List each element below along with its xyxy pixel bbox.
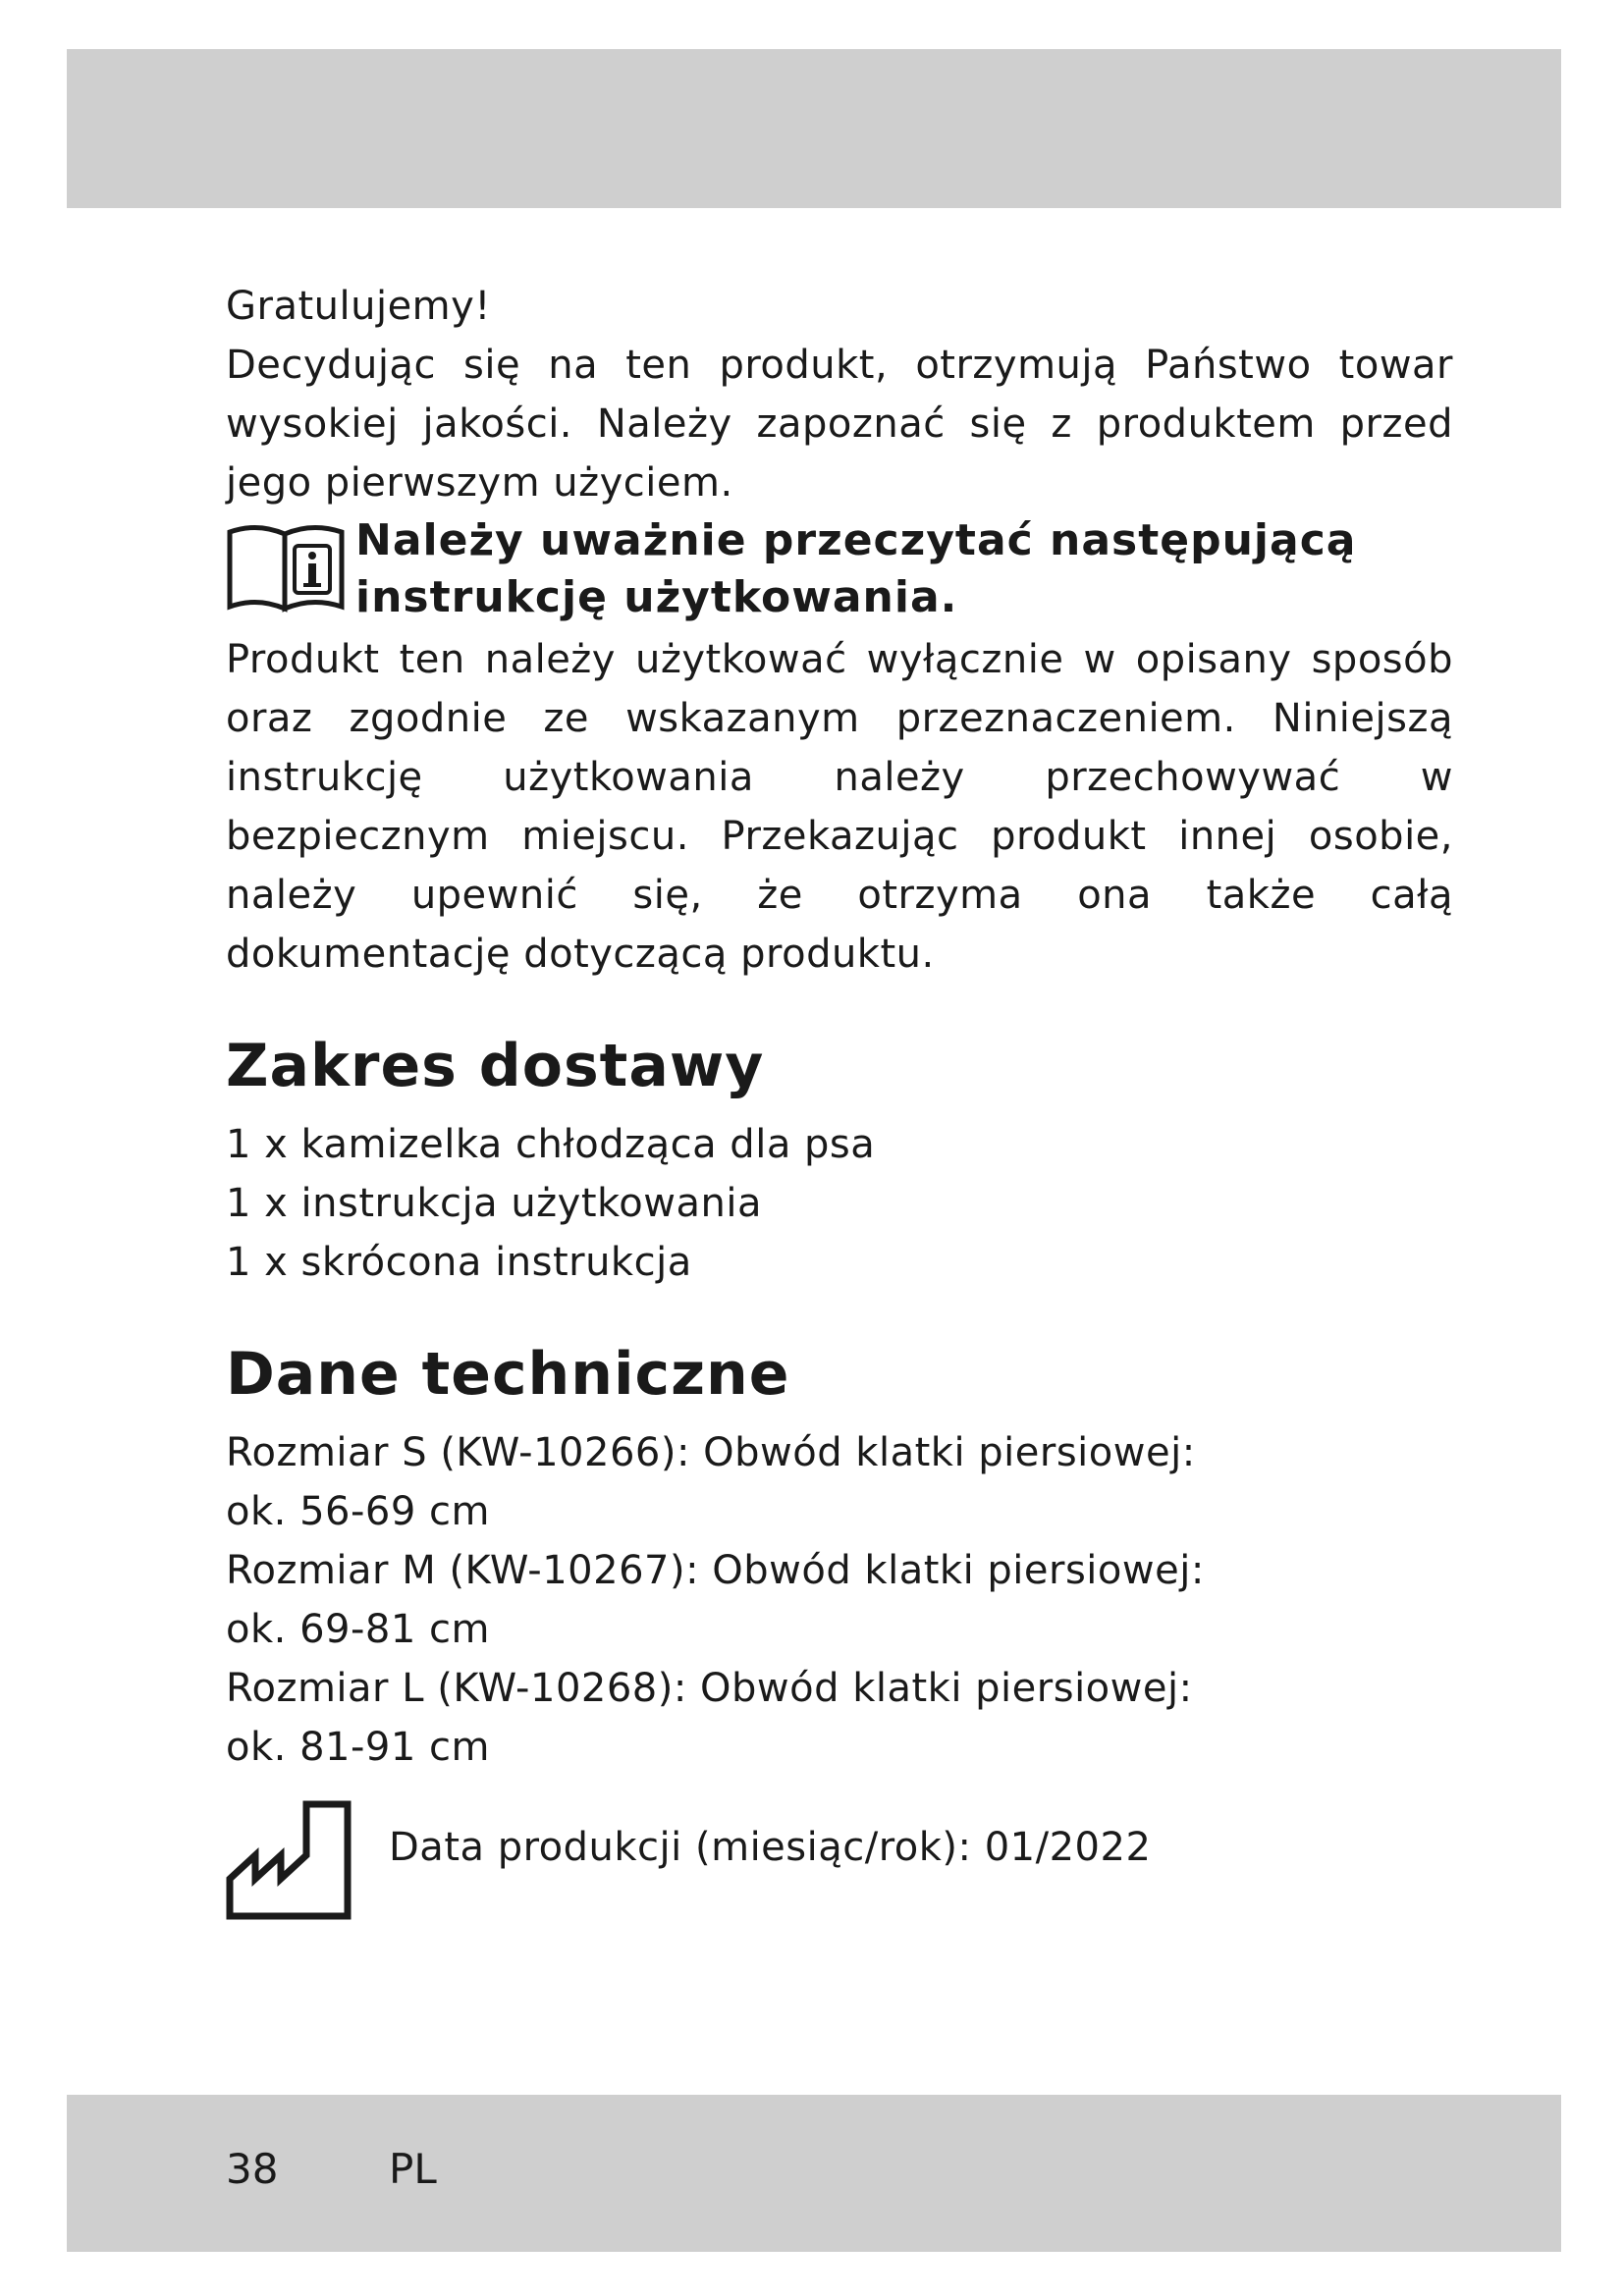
list-item: 1 x kamizelka chłodząca dla psa [226, 1122, 876, 1167]
footer-bar [67, 2095, 1561, 2252]
spec-line: Rozmiar S (KW-10266): Obwód klatki piersiowej: [226, 1430, 1196, 1475]
technical-heading: Dane techniczne [226, 1340, 790, 1409]
read-instructions-notice [226, 512, 1453, 630]
notice-text: Należy uważnie przeczytać następującą instrukcję użytkowania. [355, 515, 1357, 622]
technical-specs [226, 1423, 1453, 1777]
intro-paragraph: Decydując się na ten produkt, otrzymują Państwo towar wysokiej jakości. Należy zapoznać się z produktem przed jego pierwszym użyciem. [226, 343, 1453, 506]
spec-line: Rozmiar M (KW-10267): Obwód klatki piersiowej: [226, 1548, 1205, 1593]
page-number: 38 [226, 2145, 279, 2193]
spec-line: ok. 69-81 cm [226, 1607, 490, 1652]
factory-icon [226, 1800, 352, 1922]
spec-line: ok. 81-91 cm [226, 1725, 490, 1770]
language-code: PL [389, 2145, 437, 2193]
greeting: Gratulujemy! [226, 284, 491, 329]
header-bar [67, 49, 1561, 208]
list-item: 1 x skrócona instrukcja [226, 1240, 692, 1285]
usage-paragraph: Produkt ten należy użytkować wyłącznie w opisany sposób oraz zgodnie ze wskazanym przeznaczeniem. Niniejszą instrukcję użytkowania należy przechowywać w bezpiecznym miejscu. Przekazując produkt innej osobie, należy upewnić się, że otrzyma ona także całą dokumentację dotyczącą produktu. [226, 637, 1453, 977]
manual-info-icon [226, 518, 348, 613]
production-date [226, 1800, 1453, 1918]
delivery-heading: Zakres dostawy [226, 1032, 765, 1100]
spec-line: Rozmiar L (KW-10268): Obwód klatki piersiowej: [226, 1666, 1193, 1711]
page-content [226, 277, 1453, 1918]
list-item: 1 x instrukcja użytkowania [226, 1181, 762, 1226]
delivery-list [226, 1115, 1453, 1292]
production-date-text: Data produkcji (miesiąc/rok): 01/2022 [389, 1825, 1152, 1870]
spec-line: ok. 56-69 cm [226, 1489, 490, 1534]
